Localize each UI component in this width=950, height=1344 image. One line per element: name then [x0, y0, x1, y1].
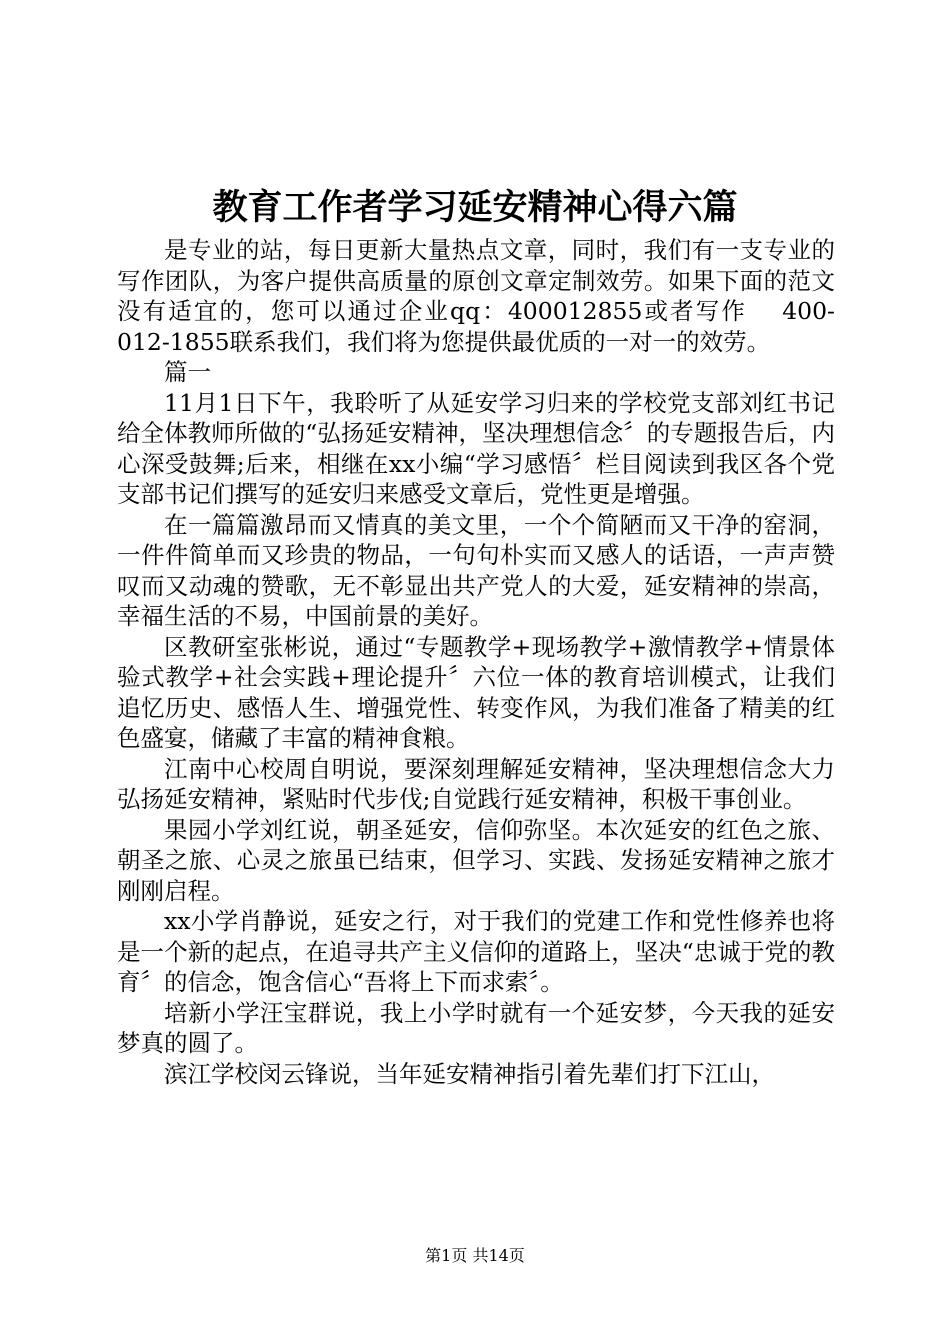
- paragraph: xx小学肖静说，延安之行，对于我们的党建工作和党性修养也将是一个新的起点，在追寻共产主义信仰的道路上，坚决“忠诚于党的教育〞的信念，饱含信心“吾将上下而求索〞。: [117, 907, 835, 996]
- page-number-footer: 第1页 共14页: [425, 1246, 525, 1265]
- paragraph-intro: 是专业的站，每日更新大量热点文章，同时，我们有一支专业的写作团队，为客户提供高质量的原创文章定制效劳。如果下面的范文没有适宜的，您可以通过企业qq：400012855或者写作 400-012-1855联系我们，我们将为您提供最优质的一对一的效劳。: [117, 236, 835, 356]
- paragraph: 果园小学刘红说，朝圣延安，信仰弥坚。本次延安的红色之旅、朝圣之旅、心灵之旅虽已结束，但学习、实践、发扬延安精神之旅才刚刚启程。: [117, 815, 835, 905]
- paragraph: 在一篇篇激昂而又情真的美文里，一个个简陋而又干净的窑洞，一件件简单而又珍贵的物品，一句句朴实而又感人的话语，一声声赞叹而又动魂的赞歌，无不彰显出共产党人的大爱，延安精神的崇高，幸福生活的不易，中国前景的美好。: [117, 510, 835, 630]
- paragraph: 滨江学校闵云锋说，当年延安精神指引着先辈们打下江山，: [164, 1059, 775, 1088]
- paragraph: 江南中心校周自明说，要深刻理解延安精神，坚决理想信念大力弘扬延安精神，紧贴时代步伐;自觉践行延安精神，积极干事创业。: [117, 754, 835, 813]
- section-heading-part-one: 篇一: [164, 358, 211, 386]
- document-title: 教育工作者学习延安精神心得六篇: [212, 187, 738, 228]
- document-body: [117, 235, 835, 1089]
- paragraph: 11月1日下午，我聆听了从延安学习归来的学校党支部刘红书记给全体教师所做的“弘扬延安精神，坚决理想信念〞的专题报告后，内心深受鼓舞;后来，相继在xx小编“学习感悟〞栏目阅读到我区各个党支部书记们撰写的延安归来感受文章后，党性更是增强。: [117, 388, 835, 508]
- paragraph: 区教研室张彬说，通过“专题教学+现场教学+激情教学+情景体验式教学+社会实践+理论提升〞六位一体的教育培训模式，让我们追忆历史、感悟人生、增强党性、转变作风，为我们准备了精美的红色盛宴，储藏了丰富的精神食粮。: [117, 632, 835, 752]
- paragraph: 培新小学汪宝群说，我上小学时就有一个延安梦，今天我的延安梦真的圆了。: [117, 998, 835, 1057]
